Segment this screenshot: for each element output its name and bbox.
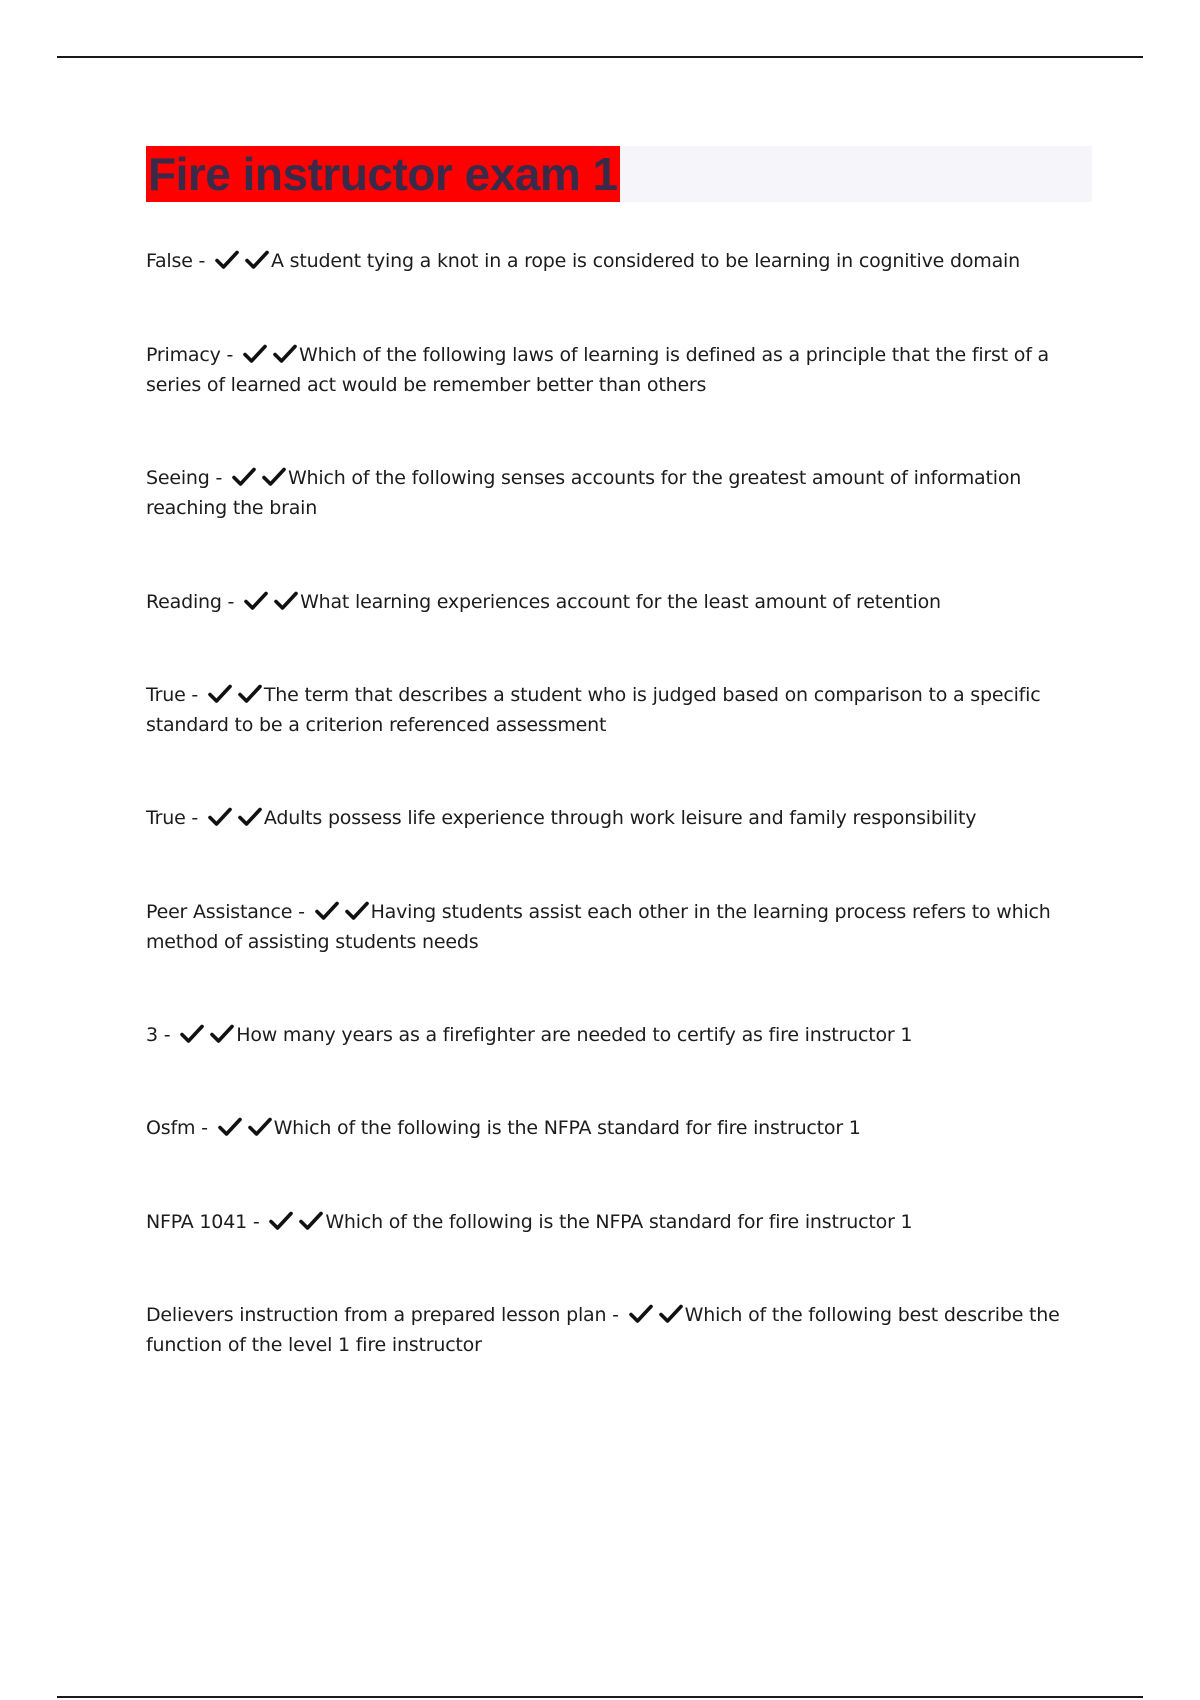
question-text: How many years as a firefighter are needed to certify as fire instructor 1 xyxy=(236,1024,913,1046)
answer-text: False - xyxy=(146,250,206,272)
answer-text: Reading - xyxy=(146,591,235,613)
question-text: Adults possess life experience through work leisure and family responsibility xyxy=(263,807,977,829)
check-icon xyxy=(269,1211,293,1231)
answer-text: 3 - xyxy=(146,1024,171,1046)
question-text: The term that describes a student who is judged based on comparison to a specific standard to be a criterion referenced assessment xyxy=(146,684,1041,736)
check-icon xyxy=(315,901,339,921)
answer-text: Primacy - xyxy=(146,344,234,366)
check-icon xyxy=(248,1117,272,1137)
question-text: Which of the following best describe the function of the level 1 fire instructor xyxy=(146,1304,1060,1356)
check-icon xyxy=(262,467,286,487)
question-text: Which of the following senses accounts for the greatest amount of information reaching the brain xyxy=(146,467,1022,519)
check-icon xyxy=(218,1117,242,1137)
answer-text: True - xyxy=(146,807,199,829)
answer-text: NFPA 1041 - xyxy=(146,1211,260,1233)
question-text: Which of the following laws of learning is defined as a principle that the first of a series of learned act would be remember better than others xyxy=(146,344,1049,396)
check-icon xyxy=(245,250,269,270)
check-icon xyxy=(659,1304,683,1324)
page-title: Fire instructor exam 1 xyxy=(148,148,618,200)
title-bar xyxy=(146,146,1092,202)
qa-item xyxy=(146,587,1086,617)
top-rule xyxy=(57,56,1143,58)
check-icon xyxy=(180,1024,204,1044)
question-text: A student tying a knot in a rope is considered to be learning in cognitive domain xyxy=(271,250,1020,272)
check-icon xyxy=(208,684,232,704)
answer-text: Seeing - xyxy=(146,467,223,489)
check-icon xyxy=(232,467,256,487)
check-icon xyxy=(274,591,298,611)
question-text: Which of the following is the NFPA standard for fire instructor 1 xyxy=(325,1211,913,1233)
qa-item xyxy=(146,1113,1086,1143)
check-icon xyxy=(215,250,239,270)
qa-item xyxy=(146,463,1086,523)
answer-text: Peer Assistance - xyxy=(146,901,305,923)
bottom-rule xyxy=(57,1696,1143,1698)
check-icon xyxy=(208,807,232,827)
qa-item xyxy=(146,1207,1086,1237)
question-text: Which of the following is the NFPA standard for fire instructor 1 xyxy=(273,1117,861,1139)
check-icon xyxy=(345,901,369,921)
qa-item xyxy=(146,246,1086,276)
check-icon xyxy=(210,1024,234,1044)
question-text: Having students assist each other in the learning process refers to which method of assisting students needs xyxy=(146,901,1051,953)
qa-item xyxy=(146,1300,1086,1360)
qa-item xyxy=(146,897,1086,957)
qa-item xyxy=(146,340,1086,400)
check-icon xyxy=(244,591,268,611)
qa-item xyxy=(146,680,1086,740)
check-icon xyxy=(238,684,262,704)
check-icon xyxy=(238,807,262,827)
answer-text: Delievers instruction from a prepared lesson plan - xyxy=(146,1304,619,1326)
question-text: What learning experiences account for the least amount of retention xyxy=(300,591,941,613)
answer-text: Osfm - xyxy=(146,1117,208,1139)
qa-item xyxy=(146,1020,1086,1050)
answer-text: True - xyxy=(146,684,199,706)
check-icon xyxy=(273,344,297,364)
check-icon xyxy=(299,1211,323,1231)
check-icon xyxy=(243,344,267,364)
qa-item xyxy=(146,803,1086,833)
check-icon xyxy=(629,1304,653,1324)
